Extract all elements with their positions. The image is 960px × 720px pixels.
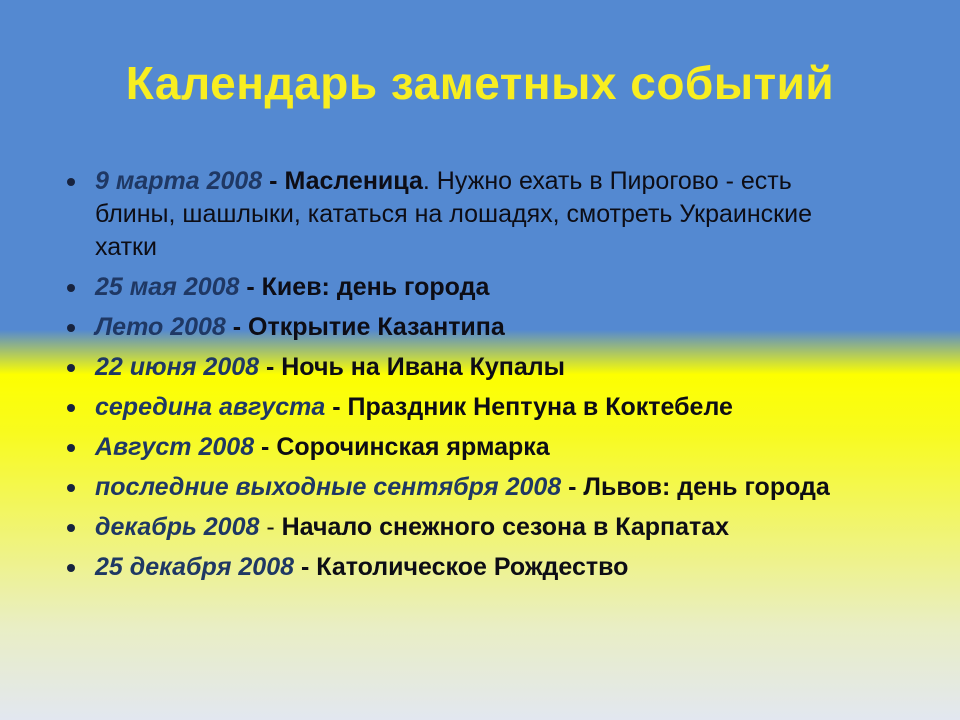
event-date: 25 декабря 2008 — [95, 552, 295, 581]
event-name: Львов: день города — [583, 472, 830, 501]
bullet-icon — [60, 431, 95, 464]
event-item — [60, 511, 868, 544]
event-text — [95, 271, 868, 304]
event-text — [95, 551, 868, 584]
event-separator: - — [561, 472, 584, 501]
event-name: Киев: день города — [261, 272, 490, 301]
event-item — [60, 351, 868, 384]
event-separator: - — [294, 552, 317, 581]
event-item — [60, 431, 868, 464]
event-text — [95, 165, 868, 264]
event-description: . Нужно ехать в Пирогово - есть блины, шашлыки, кататься на лошадях, смотреть Украинские хатки — [95, 166, 812, 261]
event-name: Начало снежного сезона в Карпатах — [281, 512, 730, 541]
event-date: 9 марта 2008 — [95, 166, 263, 195]
event-date: декабрь 2008 — [95, 512, 260, 541]
event-text — [95, 391, 868, 424]
event-item — [60, 471, 868, 504]
event-date: 22 июня 2008 — [95, 352, 260, 381]
events-list — [0, 165, 960, 584]
bullet-icon — [60, 271, 95, 304]
event-separator: - — [262, 166, 285, 195]
bullet-icon — [60, 391, 95, 424]
bullet-icon — [60, 351, 95, 384]
event-name: Сорочинская ярмарка — [276, 432, 550, 461]
event-separator: - — [239, 272, 262, 301]
event-text — [95, 431, 868, 464]
event-separator: - — [225, 312, 249, 341]
event-name: Ночь на Ивана Купалы — [281, 352, 565, 381]
event-item — [60, 551, 868, 584]
event-separator: - — [325, 392, 348, 421]
event-separator: - — [259, 352, 282, 381]
event-item — [60, 165, 868, 264]
event-text — [95, 471, 868, 504]
bullet-icon — [60, 165, 95, 264]
event-separator: - — [259, 512, 282, 541]
event-name: Католическое Рождество — [316, 552, 629, 581]
event-text — [95, 511, 868, 544]
event-date: последние выходные сентября 2008 — [95, 472, 562, 501]
event-text — [95, 311, 868, 344]
bullet-icon — [60, 471, 95, 504]
bullet-icon — [60, 511, 95, 544]
event-name: Открытие Казантипа — [248, 312, 505, 341]
bullet-icon — [60, 551, 95, 584]
event-date: Лето 2008 — [95, 312, 226, 341]
event-name: Масленица — [284, 166, 423, 195]
event-name: Праздник Нептуна в Коктебеле — [347, 392, 733, 421]
bullet-icon — [60, 311, 95, 344]
event-date: середина августа — [95, 392, 326, 421]
slide-title: Календарь заметных событий — [125, 57, 835, 109]
event-separator: - — [254, 432, 277, 461]
event-item — [60, 391, 868, 424]
event-date: 25 мая 2008 — [95, 272, 240, 301]
event-item — [60, 311, 868, 344]
event-date: Август 2008 — [95, 432, 255, 461]
event-text — [95, 351, 868, 384]
event-item — [60, 271, 868, 304]
